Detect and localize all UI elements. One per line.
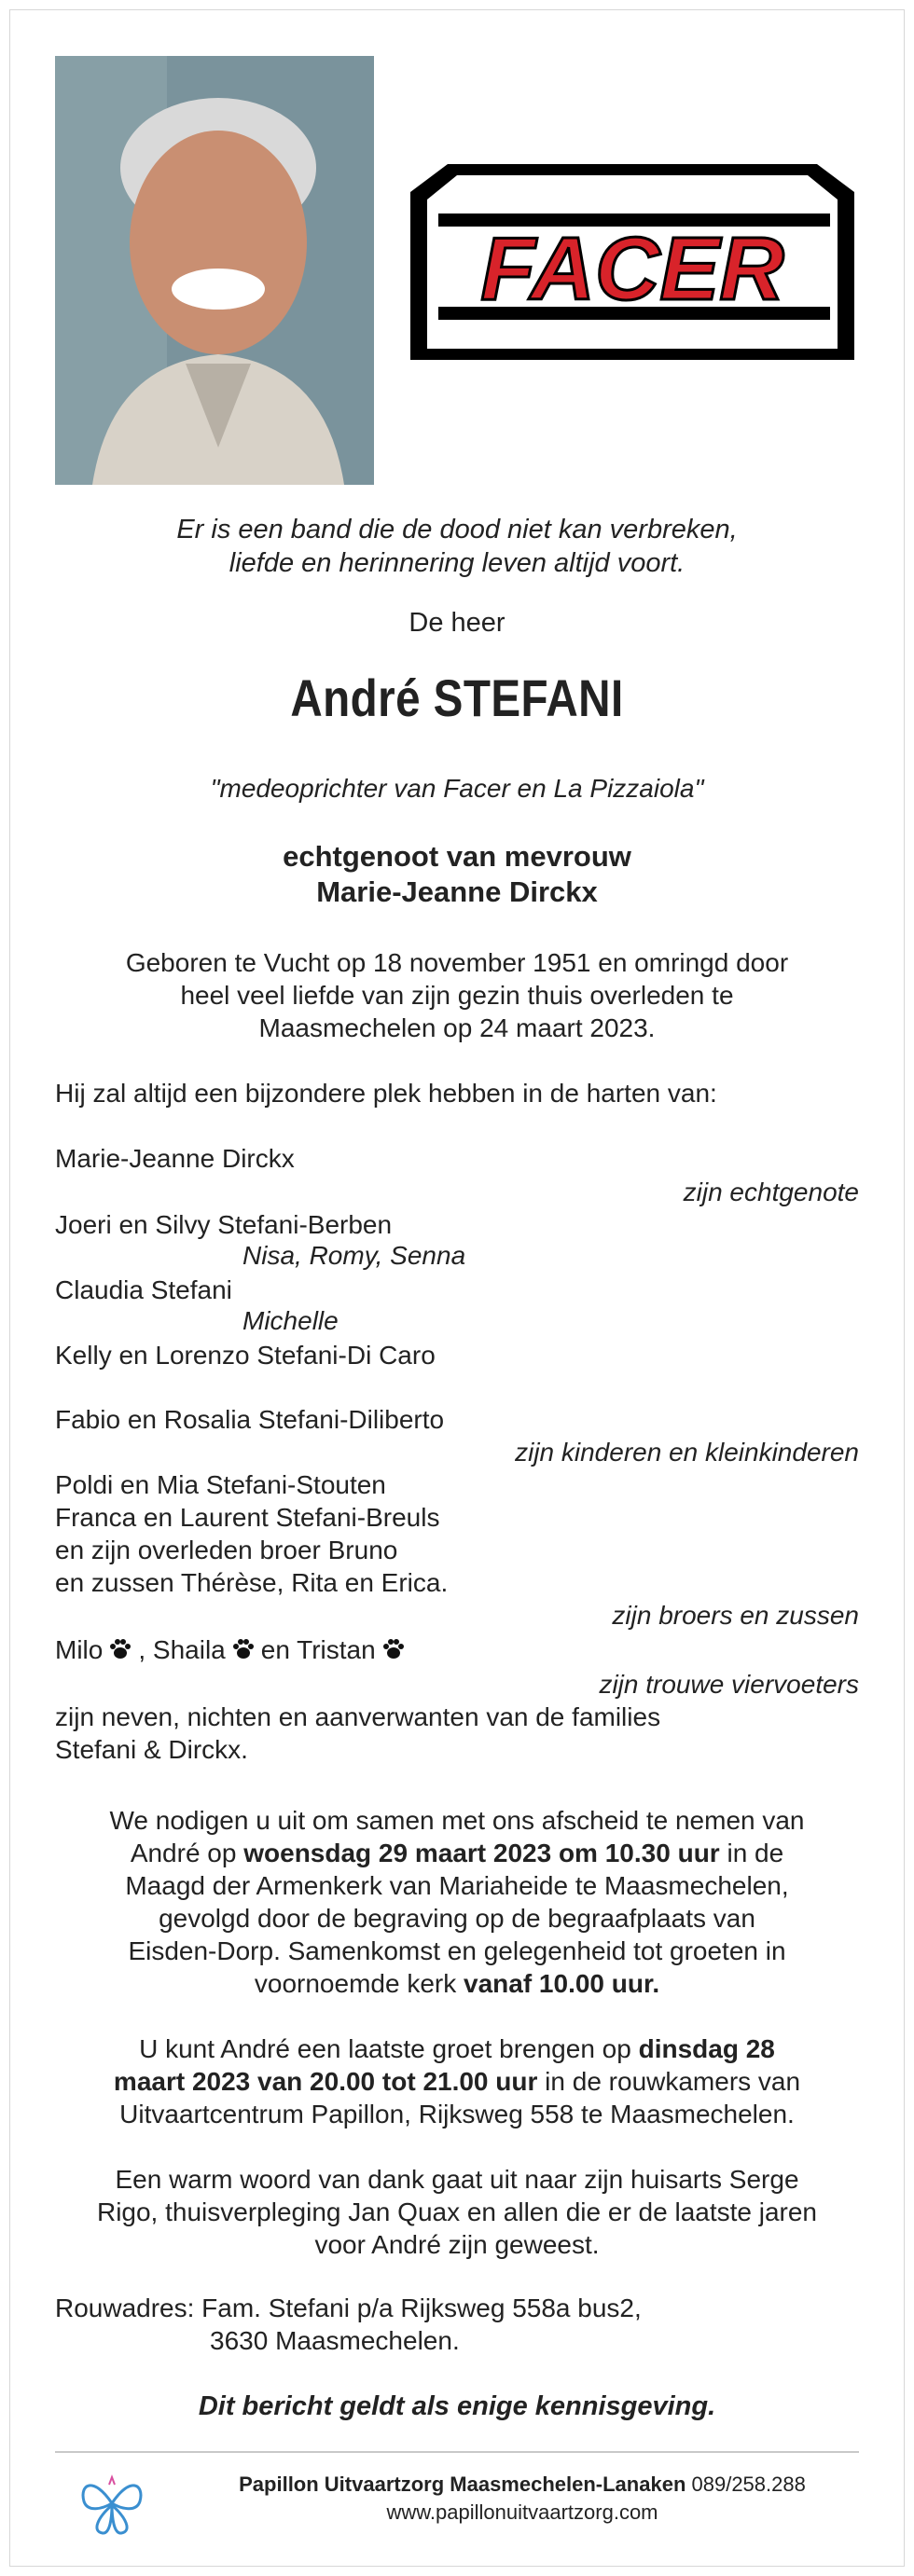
birth-line-1: Geboren te Vucht op 18 november 1951 en omringd door xyxy=(125,948,789,977)
thanks-text xyxy=(37,2163,877,2261)
funeral-line-3: Maagd der Armenkerk van Mariaheide te Maasmechelen, xyxy=(125,1871,789,1900)
funeral-line-4: gevolgd door de begraving op de begraafplaats van xyxy=(159,1904,755,1933)
visit-line-1: U kunt André een laatste groet brengen op dinsdag 28 xyxy=(139,2034,775,2063)
children-role: zijn kinderen en kleinkinderen xyxy=(515,1438,859,1467)
child-2: Claudia Stefani xyxy=(55,1275,232,1304)
sibling-2: Franca en Laurent Stefani-Breuls xyxy=(55,1503,440,1532)
address-line-2: 3630 Maasmechelen. xyxy=(210,2326,460,2355)
address-line-1: Rouwadres: Fam. Stefani p/a Rijksweg 558a bus2, xyxy=(55,2294,642,2322)
pet-2: , Shaila xyxy=(138,1635,226,1664)
butterfly-logo-icon xyxy=(75,2466,149,2541)
funeral-line-5: Eisden-Dorp. Samenkomst en gelegenheid tot groeten in xyxy=(128,1936,786,1965)
visitation-text xyxy=(37,2032,877,2130)
footer-divider xyxy=(55,2451,859,2453)
visit-line-2: maart 2023 van 20.00 tot 21.00 uur in de rouwkamers van xyxy=(113,2067,801,2096)
visit-line-3: Uitvaartcentrum Papillon, Rijksweg 558 te Maasmechelen. xyxy=(119,2100,795,2128)
spouse-line-1: echtgenoot van mevrouw xyxy=(283,840,631,873)
siblings-role: zijn broers en zussen xyxy=(612,1601,859,1630)
salutation: De heer xyxy=(409,608,505,638)
paw-icon xyxy=(108,1637,132,1661)
others-line-2: Stefani & Dirckx. xyxy=(55,1735,248,1764)
birth-line-3: Maasmechelen op 24 maart 2023. xyxy=(258,1013,656,1042)
funeral-date: woensdag 29 maart 2023 om 10.30 uur xyxy=(243,1839,720,1867)
funeral-line-6: voornoemde kerk vanaf 10.00 uur. xyxy=(254,1969,660,1998)
footer-text xyxy=(168,2471,877,2527)
motto xyxy=(37,513,877,580)
deceased-name: André STEFANI xyxy=(290,668,624,727)
child-3: Kelly en Lorenzo Stefani-Di Caro xyxy=(55,1341,436,1370)
facer-logo xyxy=(410,164,854,360)
sibling-1: Poldi en Mia Stefani-Stouten xyxy=(55,1470,386,1499)
paw-icon xyxy=(231,1637,256,1661)
child-1: Joeri en Silvy Stefani-Berben xyxy=(55,1210,393,1239)
paw-icon xyxy=(381,1637,406,1661)
child-4: Fabio en Rosalia Stefani-Diliberto xyxy=(55,1405,445,1434)
funeral-line-1: We nodigen u uit om samen met ons afscheid te nemen van xyxy=(109,1806,805,1835)
wife-name: Marie-Jeanne Dirckx xyxy=(55,1144,295,1173)
wife-role: zijn echtgenote xyxy=(683,1178,859,1206)
spouse-name: Marie-Jeanne Dirckx xyxy=(316,875,598,908)
motto-line-2: liefde en herinnering leven altijd voort. xyxy=(228,548,686,578)
footer-url[interactable]: www.papillonuitvaartzorg.com xyxy=(386,2500,658,2524)
thanks-line-2: Rigo, thuisverpleging Jan Quax en allen die er de laatste jaren xyxy=(96,2197,818,2226)
child-1-kids: Nisa, Romy, Senna xyxy=(242,1241,466,1270)
footer-company: Papillon Uitvaartzorg Maasmechelen-Lanaken xyxy=(239,2473,686,2496)
spouse-block xyxy=(37,839,877,910)
pets-line xyxy=(55,1633,411,1666)
gathering-time: vanaf 10.00 uur. xyxy=(464,1969,660,1998)
birth-death-text xyxy=(37,946,877,1044)
funeral-text xyxy=(37,1804,877,2000)
thanks-line-1: Een warm woord van dank gaat uit naar zijn huisarts Serge xyxy=(115,2165,799,2194)
child-2-kids: Michelle xyxy=(242,1306,339,1335)
others-line-1: zijn neven, nichten en aanverwanten van de families xyxy=(55,1702,661,1731)
tribute-quote: "medeoprichter van Facer en La Pizzaiola" xyxy=(210,774,704,803)
funeral-line-2: André op woensdag 29 maart 2023 om 10.30 uur in de xyxy=(130,1839,784,1867)
footer-phone: 089/258.288 xyxy=(686,2473,806,2496)
portrait-photo xyxy=(55,56,374,485)
birth-line-2: heel veel liefde van zijn gezin thuis overleden te xyxy=(180,981,734,1010)
facer-logo-text: FACER xyxy=(480,219,784,319)
thanks-line-3: voor André zijn geweest. xyxy=(314,2230,600,2259)
pet-3: en Tristan xyxy=(260,1635,376,1664)
notice: Dit bericht geldt als enige kennisgeving. xyxy=(198,2391,716,2421)
sibling-3: en zijn overleden broer Bruno xyxy=(55,1536,398,1564)
sibling-4: en zussen Thérèse, Rita en Erica. xyxy=(55,1568,449,1597)
motto-line-1: Er is een band die de dood niet kan verbreken, xyxy=(176,515,738,544)
pets-role: zijn trouwe viervoeters xyxy=(599,1670,859,1699)
hearts-intro: Hij zal altijd een bijzondere plek hebben in de harten van: xyxy=(55,1079,717,1108)
pet-1: Milo xyxy=(55,1635,104,1664)
